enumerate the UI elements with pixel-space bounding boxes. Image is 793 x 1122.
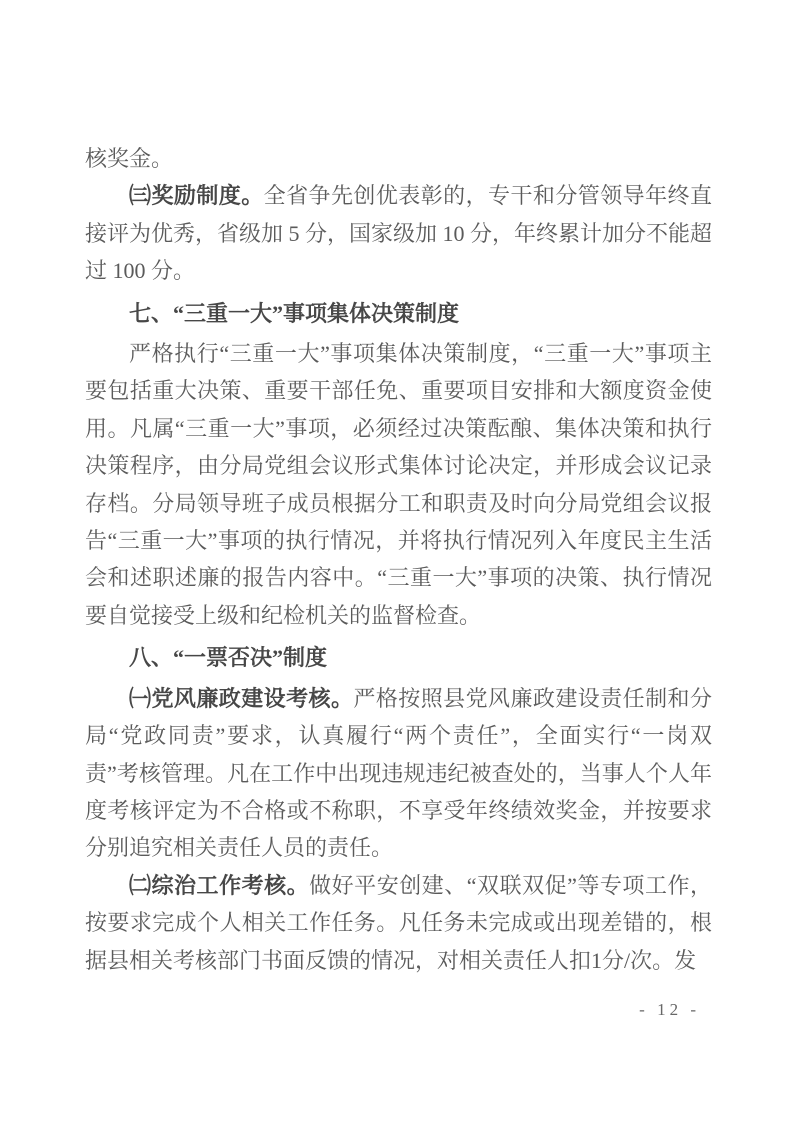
document-body xyxy=(85,140,712,979)
paragraph-continuation xyxy=(85,140,712,177)
section-heading-eight xyxy=(85,639,712,676)
paragraph-text: 全省争先创优表彰的，专干和分管领导年终直接评为优秀，省级加 5 分，国家级加 10 分，年终累计加分不能超过 100 分。 xyxy=(85,183,713,284)
paragraph-text: 核奖金。 xyxy=(85,146,174,171)
paragraph-three-major-one-large xyxy=(85,335,712,634)
paragraph-text: 严格执行“三重一大”事项集体决策制度，“三重一大”事项主要包括重大决策、重要干部任免、重要项目安排和大额度资金使用。凡属“三重一大”事项，必须经过决策酝酿、集体决策和执行决策程序，由分局党组会议形式集体讨论决定，并形成会议记录存档。分局领导班子成员根据分工和职责及时向分局党组会议报告“三重一大”事项的执行情况，并将执行情况列入年度民主生活会和述职述廉的报告内容中。“三重一大”事项的决策、执行情况要自觉接受上级和纪检机关的监督检查。 xyxy=(85,341,712,628)
paragraph-text: 做好平安创建、“双联双促”等专项工作，按要求完成个人相关工作任务。凡任务未完成或出现差错的，根据县相关考核部门书面反馈的情况，对相关责任人扣1分/次。发 xyxy=(85,872,712,973)
paragraph-text: 严格按照县党风廉政建设责任制和分局“党政同责”要求，认真履行“两个责任”，全面实行“一岗双责”考核管理。凡在工作中出现违规违纪被查处的，当事人个人年度考核评定为不合格或不称职，不享受年终绩效奖金，并按要求分别追究相关责任人员的责任。 xyxy=(85,685,712,861)
paragraph-lead: ㈡综治工作考核。 xyxy=(129,872,310,898)
paragraph-lead: ㈠党风廉政建设考核。 xyxy=(129,685,354,711)
heading-text: 八、“一票否决”制度 xyxy=(129,645,328,671)
paragraph-lead: ㈢奖励制度。 xyxy=(129,183,264,209)
heading-text: 七、“三重一大”事项集体决策制度 xyxy=(129,300,460,326)
paragraph-reward-system xyxy=(85,177,712,289)
paragraph-party-conduct-assessment xyxy=(85,680,712,867)
page-number: - 12 - xyxy=(639,1000,700,1019)
section-heading-seven xyxy=(85,295,712,332)
paragraph-comprehensive-governance-assessment xyxy=(85,867,712,979)
